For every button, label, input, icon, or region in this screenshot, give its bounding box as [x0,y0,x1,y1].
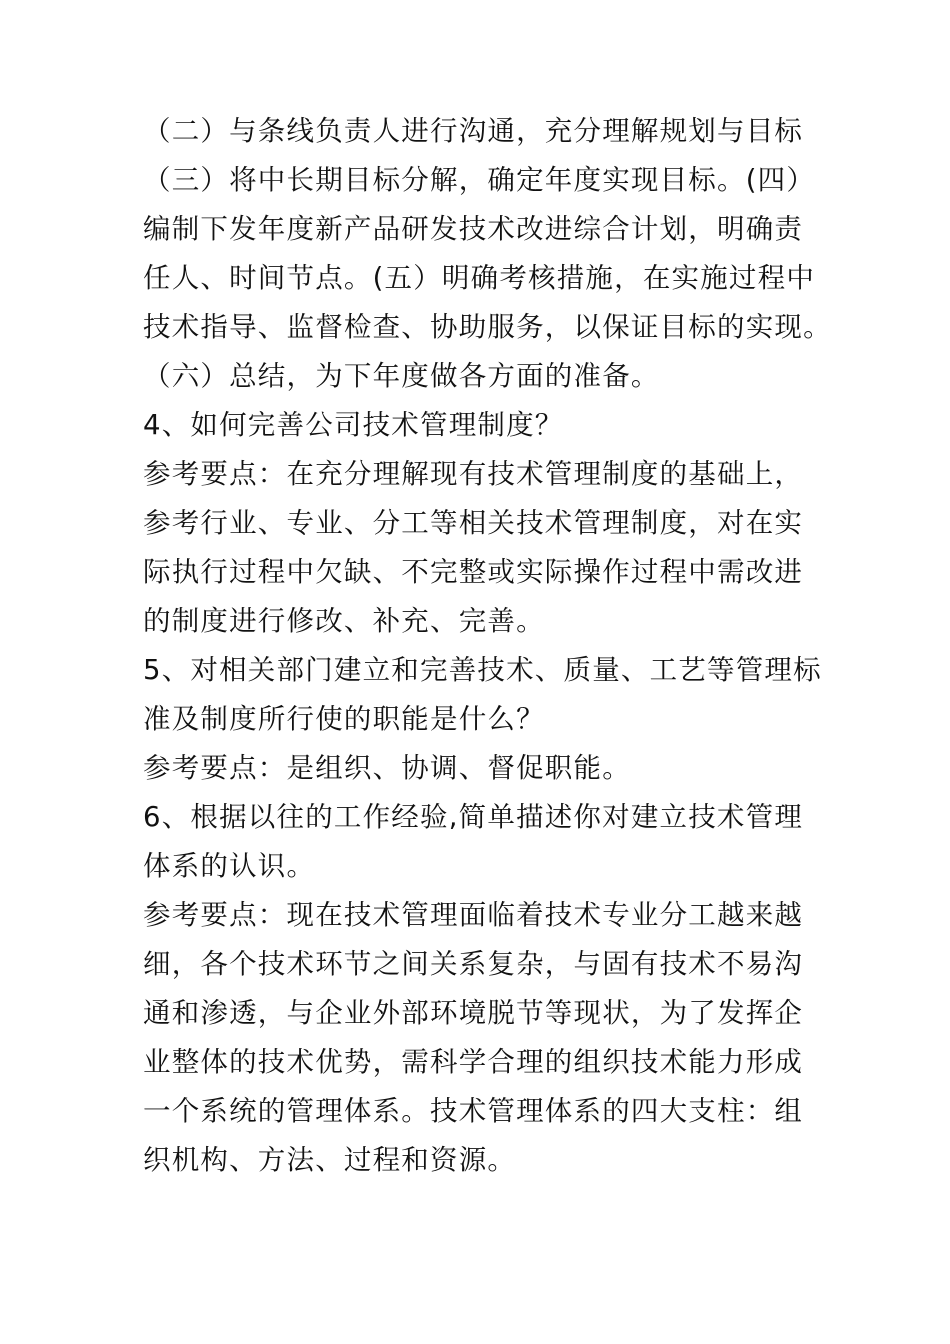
text-line-05: 技术指导、监督检查、协助服务，以保证目标的实现。 [143,311,832,343]
question-5-line-1: 5、对相关部门建立和完善技术、质量、工艺等管理标 [143,654,822,686]
text-line-06: （六）总结，为下年度做各方面的准备。 [143,360,660,392]
text-line-04: 任人、时间节点。(五）明确考核措施，在实施过程中 [143,262,816,294]
answer-4-line-2: 参考行业、专业、分工等相关技术管理制度，对在实 [143,507,804,539]
answer-6-line-5: 一个系统的管理体系。技术管理体系的四大支柱：组 [143,1095,804,1127]
text-line-03: 编制下发年度新产品研发技术改进综合计划，明确责 [143,213,804,245]
answer-4-line-3: 际执行过程中欠缺、不完整或实际操作过程中需改进 [143,556,804,588]
answer-6-line-4: 业整体的技术优势，需科学合理的组织技术能力形成 [143,1046,804,1078]
answer-6-line-6: 织机构、方法、过程和资源。 [143,1144,517,1176]
answer-6-line-2: 细，各个技术环节之间关系复杂，与固有技术不易沟 [143,948,804,980]
question-4: 4、如何完善公司技术管理制度？ [143,409,564,441]
question-5-line-2: 准及制度所行使的职能是什么？ [143,703,545,735]
answer-5: 参考要点：是组织、协调、督促职能。 [143,752,631,784]
answer-6-line-3: 通和渗透，与企业外部环境脱节等现状，为了发挥企 [143,997,804,1029]
question-6-line-1: 6、根据以往的工作经验,简单描述你对建立技术管理 [143,801,804,833]
question-6-line-2: 体系的认识。 [143,850,316,882]
answer-4-line-4: 的制度进行修改、补充、完善。 [143,605,545,637]
text-line-01: （二）与条线负责人进行沟通，充分理解规划与目标 [143,115,804,147]
document-body [143,107,832,1185]
answer-6-line-1: 参考要点：现在技术管理面临着技术专业分工越来越 [143,899,804,931]
answer-4-line-1: 参考要点：在充分理解现有技术管理制度的基础上， [143,458,804,490]
text-line-02: （三）将中长期目标分解，确定年度实现目标。(四） [143,164,816,196]
